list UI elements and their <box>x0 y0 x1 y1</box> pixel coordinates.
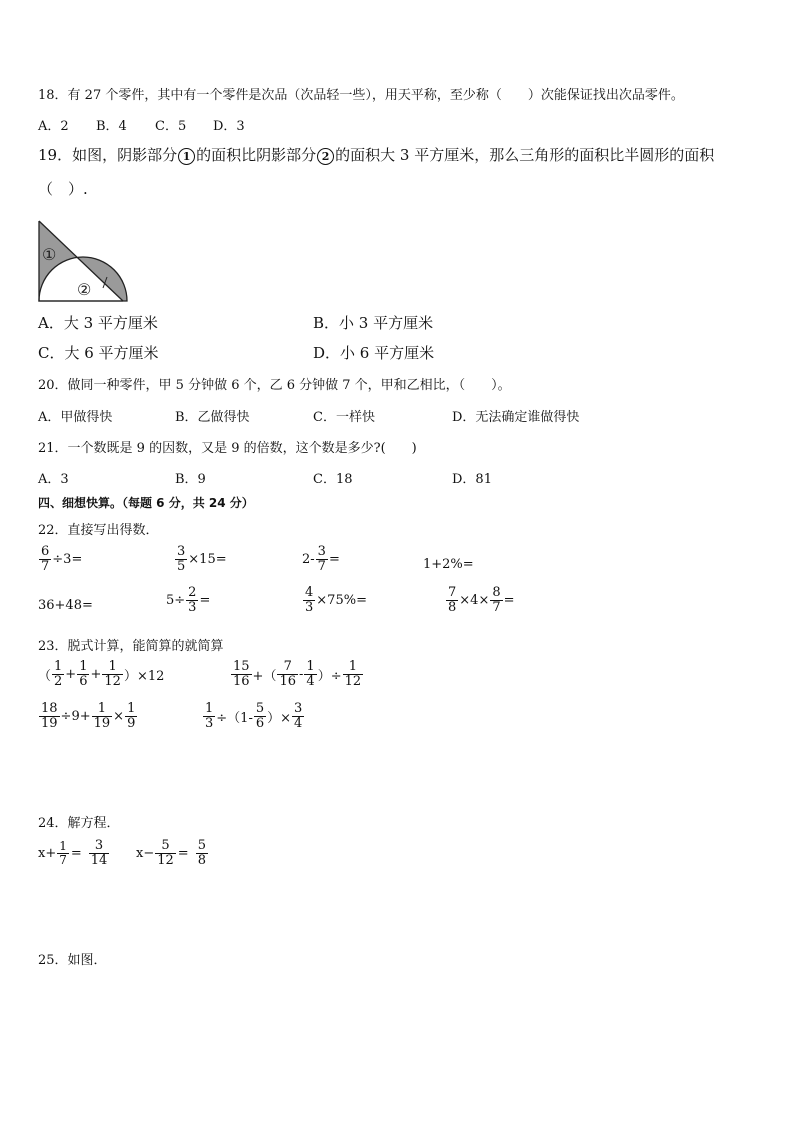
q19-option-c: C．大 6 平方厘米 <box>38 344 159 362</box>
q22-stem: 22．直接写出得数． <box>38 523 159 538</box>
q25-stem: 25．如图． <box>38 953 107 968</box>
q20-stem: 20．做同一种零件，甲 5 分钟做 6 个，乙 6 分钟做 7 个，甲和乙相比，（ ）。 <box>38 378 511 393</box>
q20-option-b: B．乙做得快 <box>175 410 250 425</box>
q18-option-c: C．5 <box>155 119 187 134</box>
q22-expr-1: $\frac{6}{7}$ ÷3= <box>41 544 83 574</box>
q22-expr-5: 36+48= <box>38 598 93 613</box>
q19-option-a: A．大 3 平方厘米 <box>38 314 158 332</box>
q19-option-b: B．小 3 平方厘米 <box>313 314 434 332</box>
q21-option-c: C．18 <box>313 472 353 487</box>
q21-option-a: A．3 <box>38 472 69 487</box>
q23-stem: 23．脱式计算，能简算的就简算 <box>38 639 224 654</box>
q23-expr-4: $\frac{1}{3}$ ÷（1- $\frac{5}{6}$ ）× $\frac{3}{4}$ <box>205 701 303 731</box>
q22-expr-2: $\frac{3}{5}$ ×15= <box>177 544 227 574</box>
q23-expr-3: $\frac{18}{19}$ ÷9+ $\frac{1}{19}$ × $\frac{1}{9}$ <box>41 701 136 731</box>
q18-option-a: A．2 <box>38 119 69 134</box>
q19-figure <box>36 218 130 304</box>
q22-expr-6: 5÷ $\frac{2}{3}$ = <box>166 585 211 615</box>
q19-stem: 19．如图，阴影部分 1 的面积比阴影部分 2 的面积大 3 平方厘米，那么三角形的面积比半圆形的面积 <box>38 146 715 164</box>
q24-equation-2: x− $\frac{5}{12}$ = $\frac{5}{8}$ <box>136 838 206 868</box>
section-title: 四、细想快算。（每题 6 分，共 24 分） <box>38 496 254 510</box>
circled-number-1: 1 <box>178 148 195 165</box>
q18-option-d: D．3 <box>213 119 245 134</box>
q18-option-b: B．4 <box>96 119 127 134</box>
q20-option-d: D．无法确定谁做得快 <box>452 410 580 425</box>
q18-stem: 18．有 27 个零件，其中有一个零件是次品（次品轻一些），用天平称，至少称（ ）次能保证找出次品零件。 <box>38 88 684 103</box>
q19-option-d: D．小 6 平方厘米 <box>313 344 435 362</box>
q20-option-c: C．一样快 <box>313 410 375 425</box>
circled-number-2: 2 <box>317 148 334 165</box>
q24-stem: 24．解方程． <box>38 816 120 831</box>
q23-expr-2: $\frac{15}{16}$ +（ $\frac{7}{16}$ - $\frac{1}{4}$ ）÷ $\frac{1}{12}$ <box>233 659 362 689</box>
q23-expr-1: （ $\frac{1}{2}$ + $\frac{1}{6}$ + $\frac{1}{12}$ ）×12 <box>38 659 165 689</box>
figure-label-2: ② <box>77 280 92 299</box>
q21-option-d: D．81 <box>452 472 492 487</box>
q21-option-b: B．9 <box>175 472 206 487</box>
q22-expr-7: $\frac{4}{3}$ ×75%= <box>305 585 367 615</box>
q24-equation-1: x+ $\frac{1}{7}$ = $\frac{3}{14}$ <box>38 838 108 868</box>
q20-option-a: A．甲做得快 <box>38 410 113 425</box>
q22-expr-8: $\frac{7}{8}$ ×4× $\frac{8}{7}$ = <box>448 585 515 615</box>
q22-expr-3: 2- $\frac{3}{7}$ = <box>302 544 340 574</box>
q19-stem-line2: （ ）. <box>38 180 88 198</box>
figure-label-1: ① <box>42 245 57 264</box>
q21-stem: 21．一个数既是 9 的因数，又是 9 的倍数，这个数是多少?( ) <box>38 441 417 456</box>
q22-expr-4: 1+2%= <box>423 557 474 572</box>
